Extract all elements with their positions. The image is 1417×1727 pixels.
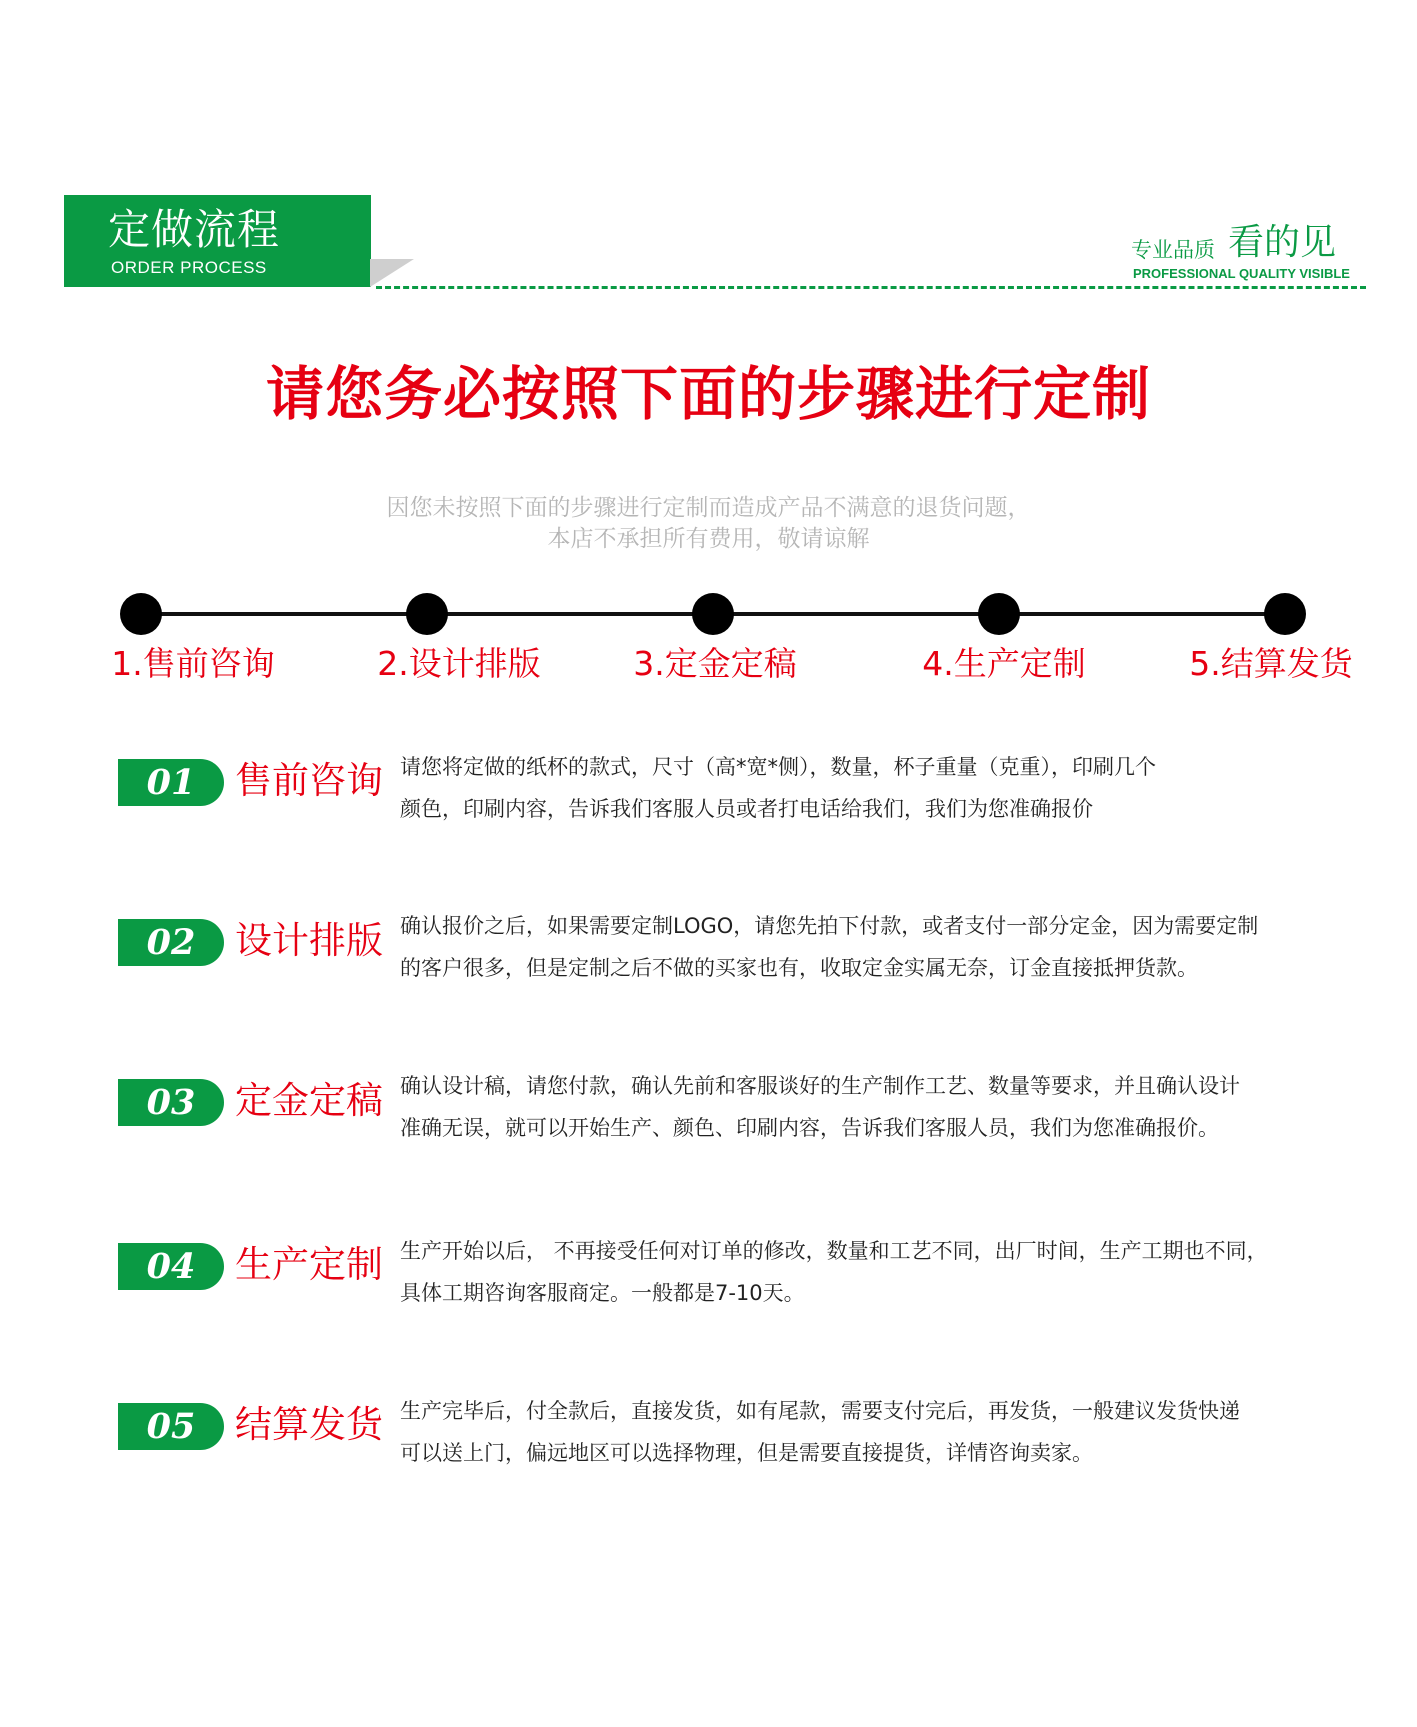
step-description-line: 请您将定做的纸杯的款式，尺寸（高*宽*侧），数量，杯子重量（克重），印刷几个 [400,755,1156,779]
step-number: 04 [146,1246,196,1287]
notice-text [0,493,1417,555]
page-headline: 请您务必按照下面的步骤进行定制 [265,360,1151,428]
timeline-label: 5.结算发货 [1189,644,1353,683]
section-subtitle: ORDER PROCESS [111,258,267,277]
step-description-line: 颜色，印刷内容，告诉我们客服人员或者打电话给我们，我们为您准确报价 [400,797,1093,821]
step-description-line: 准确无误，就可以开始生产、颜色、印刷内容，告诉我们客服人员，我们为您准确报价。 [400,1116,1219,1140]
timeline-label: 2.设计排版 [377,644,541,683]
step-description [400,1065,1330,1149]
step-title: 设计排版 [235,919,383,962]
step-description-line: 具体工期咨询客服商定。一般都是7-10天。 [400,1281,805,1305]
step-description [400,905,1330,989]
slogan-prefix: 专业品质 [1131,238,1215,262]
step-description [400,1230,1330,1314]
step-title: 生产定制 [235,1243,383,1286]
step-description-line: 确认报价之后，如果需要定制LOGO，请您先拍下付款，或者支付一部分定金，因为需要定制 [400,914,1259,938]
step-number: 03 [146,1082,196,1123]
step-number: 01 [146,762,196,803]
step-number: 05 [146,1406,196,1447]
step-title: 结算发货 [235,1403,383,1446]
timeline-label: 4.生产定制 [922,644,1086,683]
step-title: 定金定稿 [235,1079,383,1122]
notice-line: 本店不承担所有费用，敬请谅解 [547,526,870,552]
timeline-label: 1.售前咨询 [111,644,275,683]
header-dashed-divider [376,286,1366,289]
timeline-dot [692,593,734,635]
timeline-dot [978,593,1020,635]
section-title: 定做流程 [108,205,281,254]
banner-fold-shadow [370,259,414,287]
step-description-line: 的客户很多，但是定制之后不做的买家也有，收取定金实属无奈，订金直接抵押货款。 [400,956,1198,980]
step-description [400,746,1330,830]
step-description [400,1390,1330,1474]
step-title: 售前咨询 [235,759,383,802]
slogan-highlight: 看的见 [1228,222,1337,263]
slogan-english: PROFESSIONAL QUALITY VISIBLE [1133,266,1350,281]
timeline-dot [406,593,448,635]
timeline-dot [120,593,162,635]
notice-line: 因您未按照下面的步骤进行定制而造成产品不满意的退货问题， [386,495,1031,521]
step-description-line: 生产完毕后，付全款后，直接发货，如有尾款，需要支付完后，再发货，一般建议发货快递 [400,1399,1240,1423]
timeline-label: 3.定金定稿 [633,644,797,683]
step-description-line: 可以送上门，偏远地区可以选择物理，但是需要直接提货，详情咨询卖家。 [400,1441,1093,1465]
step-description-line: 确认设计稿，请您付款，确认先前和客服谈好的生产制作工艺、数量等要求，并且确认设计 [400,1074,1240,1098]
step-number: 02 [146,922,196,963]
timeline-dot [1264,593,1306,635]
step-description-line: 生产开始以后， 不再接受任何对订单的修改，数量和工艺不同，出厂时间，生产工期也不同， [400,1239,1268,1263]
